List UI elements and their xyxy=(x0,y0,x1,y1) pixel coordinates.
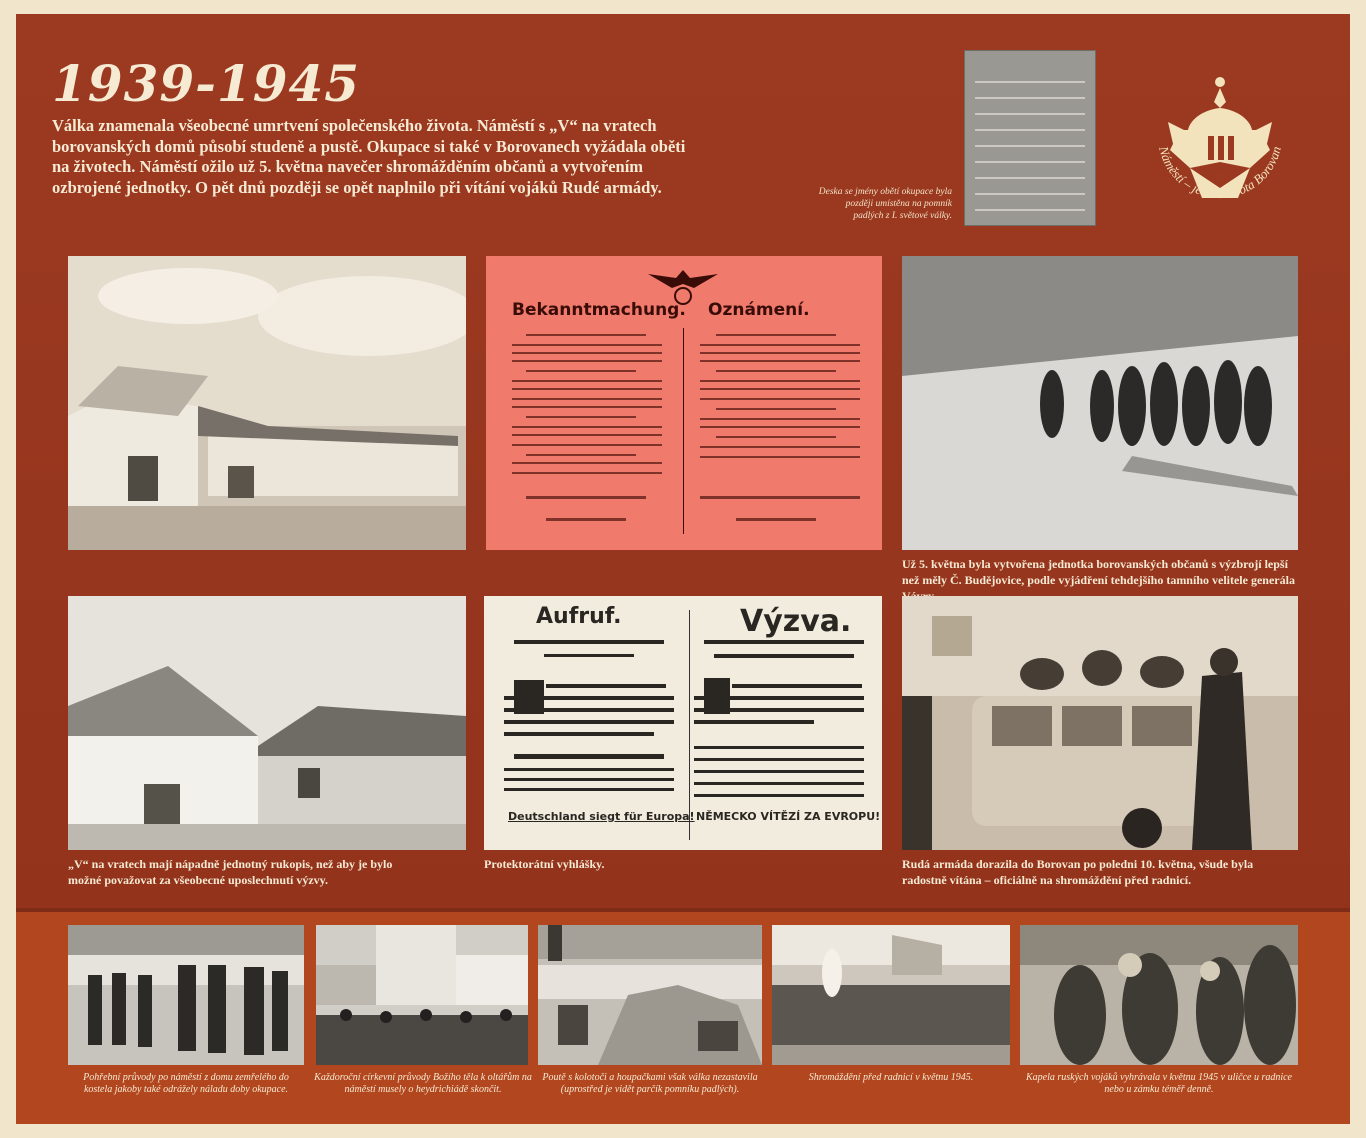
poster-title-czech: Oznámení. xyxy=(708,300,810,320)
memorial-plaque-photo xyxy=(964,50,1096,226)
fair-carousel-photo xyxy=(538,925,762,1065)
marching-caption: Už 5. května byla vytvořena jednotka borovanských občanů s výzbrojí lepší než měly Č. Budějovice, podle vyjádření tehdejšího tamního velitele generála xyxy=(902,557,1295,587)
v-gates-caption: „V“ na vratech mají nápadně jednotný rukopis, než aby je bylo možné považovat za všeobecné uposlechnutí výzvy. xyxy=(68,857,393,887)
posters-caption: Protektorátní vyhlášky. xyxy=(484,857,605,871)
poster-slogan-german: Deutschland siegt für Europa! xyxy=(508,810,695,823)
appeal-poster xyxy=(484,596,882,850)
red-army-bus-photo xyxy=(902,596,1298,850)
band-caption: Kapela ruských vojáků vyhrávala v květnu 1945 v uličce u radnice nebo u zámku téměř denně. xyxy=(1025,1072,1292,1095)
poster-slogan-czech: NĚMECKO VÍTĚZÍ ZA EVROPU! xyxy=(696,810,881,823)
plaque-caption: Deska se jmény obětí okupace byla později umístěna na pomník padlých z I. světové války. xyxy=(818,187,952,221)
fair-caption: Poutě s kolotoči a houpačkami však válka nezastavila (uprostřed je vidět parčík pomníku padlých). xyxy=(542,1072,758,1095)
logo-text: Náměstí – jeviště života Borovan xyxy=(1156,144,1284,202)
funeral-caption: Pohřební průvody po náměstí z domu zemřelého do kostela jakoby také odrážely náladu doby okupace. xyxy=(83,1072,289,1095)
church-procession-caption: Každoroční církevní průvody Božího těla k oltářům na náměstí musely o heydrichiádě skončit. xyxy=(314,1072,532,1095)
red-army-caption: Rudá armáda dorazila do Borovan po poledni 10. května, všude byla radostně vítána – oficiálně na shromáždění před radnicí. xyxy=(902,857,1254,887)
v-gates-photo xyxy=(68,596,466,850)
borovany-logo xyxy=(1130,58,1310,220)
poster-vyzva-title: Výzva. xyxy=(740,604,852,639)
funeral-procession-photo xyxy=(68,925,304,1065)
assembly-photo xyxy=(772,925,1010,1065)
poster-title-german: Bekanntmachung. xyxy=(512,300,686,320)
village-houses-photo xyxy=(68,256,466,550)
proclamation-poster xyxy=(486,256,882,550)
marching-unit-photo xyxy=(902,256,1298,550)
soldiers-band-photo xyxy=(1020,925,1298,1065)
poster-aufruf-title: Aufruf. xyxy=(536,604,622,629)
poster-body-text xyxy=(486,256,882,550)
intro-text: Válka znamenala všeobecné umrtvení společenského života. Náměstí s „V“ na vratech borovanských domů působí studeně a pustě. Okupace si také v Borovanech vyžádala oběti na životech. Náměstí ožilo už 5. května navečer shromážděním občanů a vytvořením ozbrojené jednotky. O pět dnů později se opět naplnilo při vítání vojáků Rudé armády. xyxy=(52,116,686,197)
page-title: 1939-1945 xyxy=(52,54,361,113)
church-procession-photo xyxy=(316,925,528,1065)
assembly-caption: Shromáždění před radnicí v květnu 1945. xyxy=(808,1072,974,1083)
strip-divider xyxy=(16,908,1350,912)
